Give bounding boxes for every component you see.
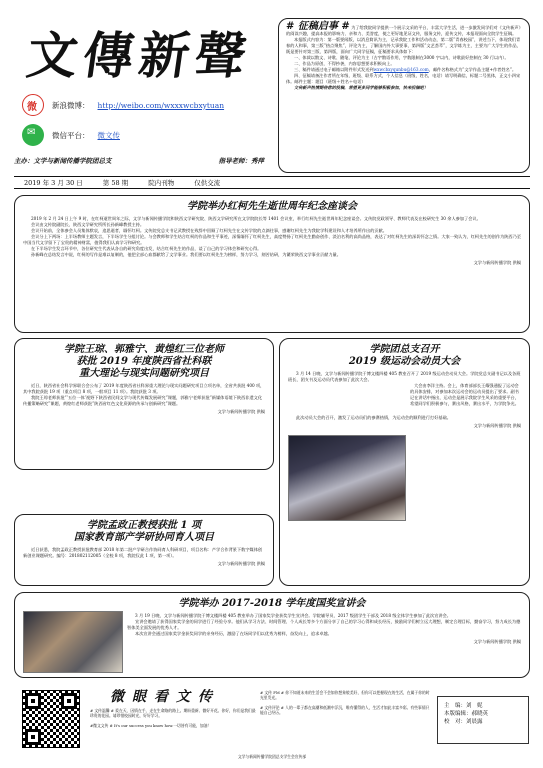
article-title-line: 国家教育部产学研协同育人项目	[74, 532, 214, 543]
article-author: 文学与新闻传播学院 供稿	[473, 423, 521, 428]
article-paragraph: 近日获悉，我院孟政正教授获批教育部 2018 年第二批产学研合作协同育人科研项目，项目名称：产学合作背景下数字媒体创新创业课题研究。编号：201802112005（全校 8 项，我院仅此 1 项，第一项）。	[23, 547, 263, 558]
issue-date: 2019 年 3 月 30 日	[24, 179, 83, 187]
article-title-line: 获批 2019 年度陕西省社科联	[76, 356, 212, 367]
call-email-prefix: 三、稿件请通过电子邮箱以附件形式发送到	[294, 67, 374, 72]
micro-item: #微文文传 # It's our success you know how.一切皆有可能，加油！	[90, 722, 212, 728]
call-paragraph: 一、体裁以散文、诗歌、随笔、评论为主（古宇散语作用，字数限制在3000 字以内，诗歌最好控制在 30 行以内）。	[294, 55, 509, 60]
article-title-line: 学院孟政正教授获批 1 项	[87, 520, 201, 531]
article-author: 文学与新闻传播学院 供稿	[217, 561, 265, 566]
article-paragraph: 此次动员大会的召开，激发了运动员们的参赛热情，为运动会的顺利进行打好基础。	[296, 415, 451, 420]
staff-editor-row	[444, 702, 522, 710]
micro-item: # 文传温馨 # 爱在天，因情在手，走在生命路的路上。期盼重新、微好开花。你好，你们是我们最珍贵的花园。请珍惜校园时光，好好学习。	[90, 708, 256, 719]
article-paragraph: 3 月 19 日晚，文学与新闻传播学院于博文楼四楼 405 教室举办了国家奖学金获奖学生宣讲会。学院辅导员、2017 级团学生干部及 2018 级全体学生参加了此次宣讲会。	[135, 613, 451, 618]
meeting-photo	[288, 435, 406, 521]
call-email-link[interactable]: wxwcbxyqunbu@163.com	[373, 67, 429, 72]
qr-corner	[25, 693, 41, 709]
article-paragraph: 会议由文传院副院长、陕西文学研究所所长孙新峰教授主持。	[31, 222, 145, 227]
call-heading: # 征稿启事 #	[286, 21, 350, 32]
article-paragraph: 会议分上下两场：上半场教师主题发言，下半场学生分组讨论。与会教师和学生结合红柯的作品和生平事迹，深情缅怀了红柯先生，高度赞扬了红柯先生勤奋创作、淡泊名利的高尚品格，表达了对红柯先生的深切怀念之情。大家一致认为，红柯先生的创作为陕西乃至中国当代文学留下了宝贵的精神财富，值得我们认真学习和研究。	[23, 234, 521, 245]
article-title: 学院举办 2017-2018 学年度国奖宣讲会	[178, 598, 366, 609]
qr-code	[22, 690, 80, 748]
call-paragraph: 四、征稿请备注作者所在年级、班级、联系方式，个人信息（班级，姓名，电话）请写明确信，标题二号黑体，正文小四宋体。邮件主题：题目（班级＋姓名＋电话）	[286, 73, 521, 84]
article-paragraph: 大会由李洋主持。会上，体育部部长王耀强通报了运动会的具体安排，对参加本次运动会的运动员提出了要求。副书记在讲话中指出，运动会是展示我院学生风采的重要平台，希望同学们积极参与，赛出风格，赛出水平，为学院争光。	[410, 383, 519, 406]
staff-proof-label: 校 对：	[444, 719, 467, 725]
wechat-link[interactable]: 微文传	[97, 130, 120, 140]
scholarship-photo	[23, 611, 123, 673]
call-paragraph: 二、作品为原创，不得抄袭，内容思想要求积极向上。	[294, 61, 395, 66]
article-paragraph: 3 月 14 日晚，文学与新闻传播学院于博文楼四楼 405 教室召开了 2019 级运动会动员大会。学院党总支副书记以及各班班长、团支书及运动员代表参加了此次大会。	[288, 371, 521, 382]
article-scholarship-talk	[14, 592, 530, 678]
weibo-row	[22, 94, 224, 116]
article-paragraph: 宣讲会邀请了获得国家奖学金的同学进行了经验分享。他们从学习方法、时间管理、个人成长等多个方面分享了自己的学习心得和成长经历，鼓励同学们树立远大理想，制定合理目标，勤奋学习，努力成长为德智体美全面发展的优秀人才。	[127, 619, 521, 630]
article-title-line: 重大理论与现实问题研究项目	[79, 368, 209, 379]
masthead	[14, 12, 274, 172]
article-paragraph: 孙新峰在总结发言中说，红柯的写作是难以复制的，他把全部心血都献给了文学事业。我们要以红柯先生为榜样，努力学习，刻苦钻研，为繁荣陕西文学事业贡献力量。	[31, 252, 341, 257]
staff-editor: 刘 妮	[466, 703, 483, 709]
call-intro: 为了给我院同学提供一个展示文采的平台，丰富大学生活，进一步激发同学们对《文传新声》的阅读兴趣，提高本报的影响力、亲和力、美誉度，使之更好地见证文传，服务文传，迎传文传，本报现面向全院学生征稿。	[286, 25, 521, 36]
article-author: 文学与新闻传播学院 供稿	[473, 260, 521, 265]
staff-layout: 郝晓英	[471, 711, 489, 717]
issue-bar	[14, 176, 530, 189]
micro-section-title: 微眼看文传	[110, 689, 220, 705]
issue-circulation: 院内刊物	[148, 179, 175, 187]
call-email-suffix: ，邮件名称格式为“文学作品主题+作者姓名”。	[428, 67, 517, 72]
wechat-label: 微信平台：	[52, 130, 90, 140]
article-author: 文学与新闻传播学院 供稿	[473, 639, 521, 644]
advisor-label: 指导老师：秀萍	[218, 157, 264, 165]
call-for-papers-box	[278, 18, 530, 173]
weibo-link[interactable]: http://weibo.com/wxxxwcbxytuan	[97, 100, 225, 110]
micro-item: # 文传 FM # 你不知道未来的生活会不会如你想象般美好，但你可以把握现在的生活，在属于你的时光里发光。	[260, 690, 430, 701]
article-title-line: 学院王琼、郭雅宁、黄煌红三位老师	[64, 344, 224, 355]
call-paragraph: 本报版式内容为：第一版要闻版，以消息简讯为主，记录我院工作和活动动态，第二版“青春校园”，讲述当下，体现我们青春的人和事，第三版“热点聚焦”，评论为主，了解国内外大事要事，第四版“文艺荟萃”，文学练为主，主要为广大学生的作品，既是要针对第三版、第四版，面向广大同学征稿，征稿要求具体如下：	[286, 37, 521, 54]
article-sports-meeting	[279, 338, 530, 586]
weibo-icon	[22, 94, 44, 116]
article-education-project	[14, 514, 274, 586]
staff-box	[437, 696, 529, 744]
article-title-line: 2019 级运动会动员大会	[348, 356, 461, 367]
article-paragraph: 本次宣讲会通过国家奖学金获奖同学的亲身经历，激励了在场同学们以优秀为榜样，奋发向上，追求卓越。	[135, 631, 332, 636]
weibo-label: 新浪微博：	[52, 100, 90, 110]
newspaper-title: 文傳新聲	[23, 26, 256, 85]
issue-number: 第 58 期	[102, 179, 129, 187]
article-author: 文学与新闻传播学院 供稿	[217, 409, 265, 414]
host-label: 主办：文学与新闻传播学院团总支	[14, 157, 112, 165]
micro-item: # 文传评论 # 人的一辈子都在高潮和低潮中浮沉，唯有懂得的人，生活才如此丰富多彩。有些事情只能自己经历。	[260, 704, 430, 716]
article-paragraph: 会议开始前，全体参会人员集体默哀，追思逝者，缅怀红柯。文传院党总支书记武教授在致辞中回顾了红柯先生在文传学院的点滴往事，感谢红柯先生为我院学科建设和人才培养所作出的贡献。	[31, 228, 387, 233]
article-red-ke-memorial	[14, 195, 530, 333]
wechat-icon	[22, 124, 44, 146]
staff-proof-row	[444, 718, 522, 726]
article-title-line: 学院团总支召开	[369, 344, 440, 355]
article-title: 学院举办红柯先生逝世周年纪念座谈会	[187, 201, 357, 212]
article-paragraph: 在下半场学生发言环节中，各位研究生代表从各自的研究角度出发，结合红柯先生的作品，谈了自己的学习体会和研究心得。	[31, 246, 262, 251]
article-paragraph: 2019 年 2 月 24 日上午 9 时，在红柯逝世周年之际，文学与新闻传播学院和陕西文学研究院、陕西文学研究所在文学院院长等 1401 会议室，举行红柯先生逝世周年纪念座谈会。文传院党政领导、教师代表及在校研究生 30 余人参加了会议。	[31, 216, 481, 221]
article-social-science-projects	[14, 338, 274, 470]
staff-layout-row	[444, 710, 522, 718]
qr-corner	[25, 729, 41, 745]
staff-editor-label: 主 编：	[444, 703, 467, 709]
qr-corner	[61, 693, 77, 709]
micro-right-column	[260, 690, 430, 716]
copyright: 文学与新闻传播学院团总支学生会宣传部	[237, 754, 307, 759]
wechat-row	[22, 124, 120, 146]
staff-proof: 刘晨露	[466, 719, 483, 725]
staff-layout-label: 本版编辑：	[444, 711, 472, 717]
call-closing: 文传新声热情期待您的投稿，希望更多同学能够积极参加，快来投稿吧！	[294, 85, 429, 90]
issue-note: 仅供交流	[194, 179, 221, 187]
article-paragraph: 近日，陕西省社会科学界联合会公布了 2019 年度陕西省社科界重大理论与现实问题研究项目立项名单，全省共获批 400 项，其中我院获批 19 项（重点项目 8 项，一般项目 11 项）。我院获批 3 项。	[23, 383, 265, 394]
micro-left-column	[90, 708, 258, 728]
article-paragraph: 我院王琼老师获批“‘五位一体’视野下陕西省民间文学与现代传媒发展研究”课题，郭雅宁老师获批“新媒体语境下陕西非遗文化传播策略研究”课题，黄煌红老师获批“陕西省红色文化资源的传承与创新研究”课题。	[23, 395, 263, 406]
editor-row	[14, 156, 264, 165]
